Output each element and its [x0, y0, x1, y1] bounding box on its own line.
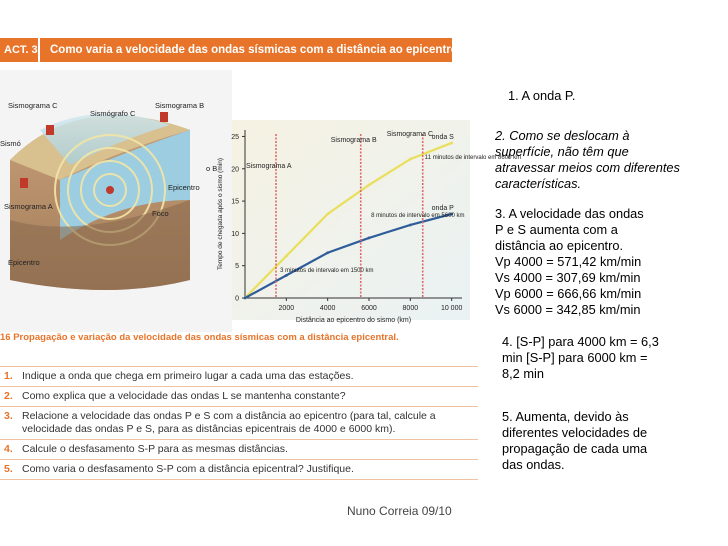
data-point — [368, 184, 371, 187]
question-text: Relacione a velocidade das ondas P e S com a distância ao epicentro (para tal, calcule a velocidade das ondas P e S, para as distâncias epicentrais de 4000 e 6000 km). — [22, 410, 436, 435]
y-tick-label: 5 — [235, 263, 239, 271]
question-text: Calcule o desfasamento S-P para as mesmas distâncias. — [22, 443, 288, 455]
answer-2-line: superfície, não têm que — [495, 144, 629, 159]
answer-3 — [495, 206, 644, 318]
data-point — [409, 224, 412, 227]
interval-annotation: 11 minutos de intervalo em 8600 km — [424, 155, 522, 162]
label-ob: o B — [206, 164, 218, 173]
data-point — [326, 213, 329, 216]
series-label: onda P — [431, 205, 454, 212]
x-tick-label: 8000 — [402, 305, 419, 312]
answer-2 — [495, 128, 680, 192]
footer-author: Nuno Correia 09/10 — [347, 504, 452, 518]
question-number: 2. — [4, 390, 13, 402]
question-text: Como varia o desfasamento S-P com a distância epicentral? Justifique. — [22, 463, 354, 475]
answer-5-line: 5. Aumenta, devido às — [502, 409, 629, 424]
x-tick-label: 10 000 — [440, 305, 463, 312]
question-item — [0, 439, 478, 459]
sismogram-label: Sismograma A — [246, 163, 292, 170]
answer-3-line: Vs 4000 = 307,69 km/min — [495, 270, 641, 285]
label-sismo: Sismó — [0, 139, 21, 148]
seismic-figure — [0, 70, 522, 332]
question-text: Como explica que a velocidade das ondas L se mantenha constante? — [22, 390, 346, 402]
data-point — [326, 251, 329, 254]
question-number: 1. — [4, 370, 13, 382]
earth-block-illustration — [0, 70, 232, 332]
question-item — [0, 406, 478, 439]
label-epicentro-bottom: Epicentro — [8, 258, 40, 267]
data-point — [285, 255, 288, 258]
data-point — [409, 158, 412, 161]
answer-3-line: distância ao epicentro. — [495, 238, 624, 253]
question-number: 4. — [4, 443, 13, 455]
label-sismograma-c: Sismograma C — [8, 101, 58, 110]
answer-2-line: características. — [495, 176, 582, 191]
activity-header — [0, 38, 465, 62]
focus-icon — [106, 186, 114, 194]
x-tick-label: 4000 — [319, 305, 336, 312]
seismograph-b-icon — [160, 112, 168, 122]
interval-annotation: 3 minutos de intervalo em 1500 km — [280, 268, 374, 275]
y-axis-label: Tempo de chegada após o sismo (min) — [217, 157, 224, 271]
y-tick-label: 15 — [231, 198, 239, 206]
answer-3-line: Vs 6000 = 342,85 km/min — [495, 302, 641, 317]
question-number: 5. — [4, 463, 13, 475]
sismogram-label: Sismograma B — [330, 137, 377, 144]
activity-tag: ACT. 3 — [0, 38, 40, 62]
x-tick-label: 2000 — [278, 305, 295, 312]
y-tick-label: 20 — [231, 166, 239, 174]
label-foco: Foco — [152, 209, 169, 218]
question-item — [0, 366, 478, 386]
question-text: Indique a onda que chega em primeiro lugar a cada uma das estações. — [22, 370, 354, 382]
label-sismografo-c: Sismógrafo C — [90, 109, 136, 118]
answer-3-line: Vp 4000 = 571,42 km/min — [495, 254, 642, 269]
interval-annotation: 8 minutos de intervalo em 5600 km — [371, 213, 465, 220]
data-point — [285, 274, 288, 277]
answer-5 — [502, 409, 647, 473]
answer-5-line: diferentes velocidades de — [502, 425, 648, 440]
x-axis-label: Distância ao epicentro do sismo (km) — [295, 317, 412, 324]
caption-number: 16 — [0, 332, 11, 343]
data-point — [244, 297, 247, 300]
answer-5-line: propagação de cada uma — [502, 441, 648, 456]
question-list — [0, 366, 478, 480]
answer-4-line: 8,2 min — [502, 366, 544, 381]
answer-2-line: atravessar meios com diferentes — [495, 160, 680, 175]
data-point — [450, 142, 453, 145]
caption-text: Propagação e variação da velocidade das ondas sísmicas com a distância epicentral. — [13, 332, 399, 343]
y-tick-label: 10 — [231, 230, 239, 238]
answer-2-line: 2. Como se deslocam à — [495, 128, 630, 143]
question-number: 3. — [4, 410, 13, 422]
y-tick-label: 25 — [231, 133, 239, 141]
seismograph-a-icon — [20, 178, 28, 188]
answer-3-line: Vp 6000 = 666,66 km/min — [495, 286, 642, 301]
activity-title: Como varia a velocidade das ondas sísmicas com a distância ao epicentro? — [50, 44, 465, 56]
answer-4-line: 4. [S-P] para 4000 km = 6,3 — [502, 334, 659, 349]
answer-1: 1. A onda P. — [508, 88, 576, 103]
sismogram-label: Sismograma C — [386, 131, 434, 138]
answer-4 — [502, 334, 659, 382]
question-item — [0, 386, 478, 406]
answer-3-line: P e S aumenta com a — [495, 222, 618, 237]
x-tick-label: 6000 — [361, 305, 377, 312]
answer-3-line: 3. A velocidade das ondas — [495, 206, 644, 221]
label-sismograma-b: Sismograma B — [155, 101, 205, 110]
question-item — [0, 459, 478, 480]
data-point — [368, 237, 371, 240]
label-epicentro: Epicentro — [168, 183, 200, 192]
label-sismograma-a: Sismograma A — [4, 202, 53, 211]
y-tick-label: 0 — [235, 295, 239, 303]
figure-caption — [0, 332, 399, 343]
answer-5-line: das ondas. — [502, 457, 565, 472]
seismograph-c-icon — [46, 125, 54, 135]
series-label: onda S — [431, 133, 454, 141]
answer-4-line: min [S-P] para 6000 km = — [502, 350, 648, 365]
